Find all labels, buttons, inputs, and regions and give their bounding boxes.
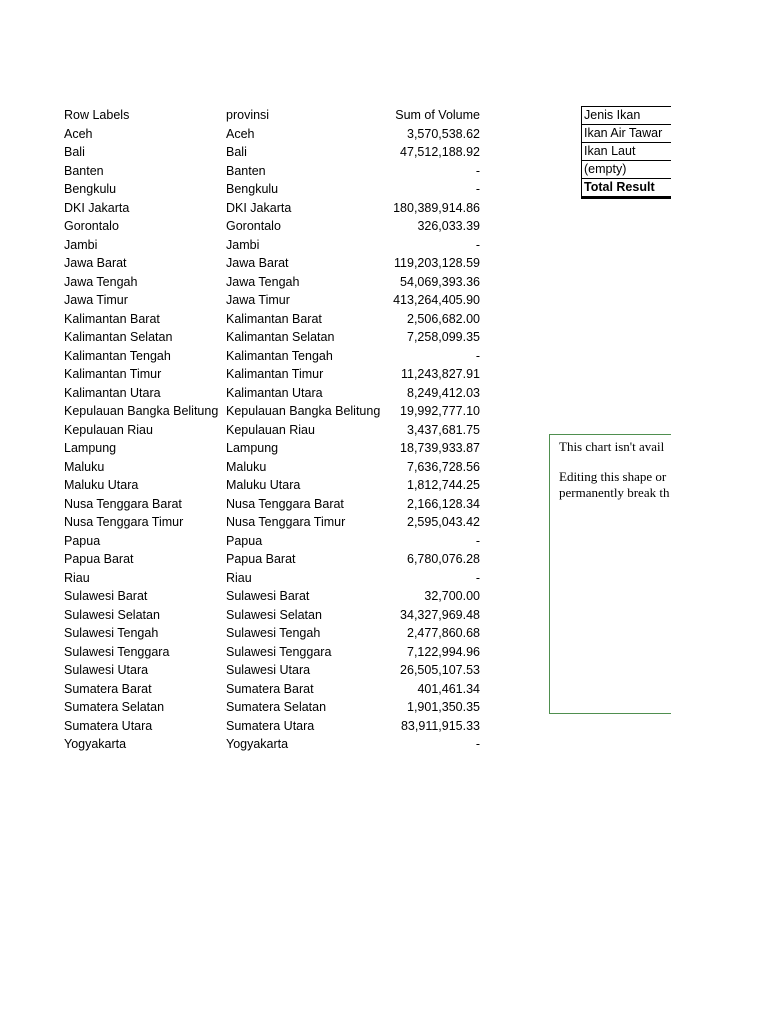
provinsi-cell[interactable]: Riau [226, 570, 252, 585]
row-label[interactable]: Riau [64, 570, 90, 585]
table-row [64, 624, 484, 643]
volume-cell[interactable]: - [475, 533, 480, 548]
row-label[interactable]: Sulawesi Barat [64, 589, 148, 603]
provinsi-cell[interactable]: Lampung [226, 441, 279, 455]
table-row [64, 439, 484, 458]
table-row [64, 476, 484, 495]
table-row [64, 458, 484, 477]
volume-cell[interactable]: 7,636,728.56 [407, 459, 480, 474]
table-row [64, 680, 484, 699]
table-row [64, 735, 484, 754]
row-label[interactable]: Kalimantan Tengah [64, 348, 171, 363]
pivot-table [64, 106, 484, 754]
filter-row [582, 125, 681, 143]
row-label[interactable]: Lampung [64, 441, 117, 455]
provinsi-cell[interactable]: Sumatera Selatan [226, 700, 327, 714]
table-row [64, 569, 484, 588]
provinsi-cell[interactable]: Sumatera Barat [226, 681, 314, 696]
volume-cell[interactable]: 326,033.39 [417, 219, 480, 233]
total-result-cell[interactable]: Total Result [582, 179, 681, 198]
row-label[interactable]: Banten [64, 163, 104, 178]
header-row-labels[interactable]: Row Labels [64, 108, 130, 122]
row-label[interactable]: Sulawesi Utara [64, 663, 149, 677]
table-row [64, 421, 484, 440]
provinsi-cell[interactable]: Jambi [226, 237, 260, 252]
volume-cell[interactable]: - [475, 737, 480, 751]
provinsi-cell[interactable]: Kalimantan Barat [226, 311, 322, 326]
table-row [64, 643, 484, 662]
row-label[interactable]: Kalimantan Barat [64, 311, 160, 326]
table-row [64, 143, 484, 162]
table-row [64, 717, 484, 736]
filter-cell[interactable]: Ikan Laut [582, 143, 681, 161]
volume-cell[interactable]: 6,780,076.28 [407, 552, 480, 566]
filter-row [582, 107, 681, 125]
provinsi-cell[interactable]: Nusa Tenggara Timur [226, 515, 346, 529]
chart-edit-warning-line1: Editing this shape or [559, 469, 667, 484]
provinsi-cell[interactable]: Bali [226, 145, 247, 159]
table-row [64, 199, 484, 218]
table-row [64, 125, 484, 144]
provinsi-cell[interactable]: Nusa Tenggara Barat [226, 496, 344, 511]
filter-cell[interactable]: (empty) [582, 161, 681, 179]
volume-cell[interactable]: 3,437,681.75 [407, 422, 480, 437]
volume-cell[interactable]: 1,812,744.25 [407, 478, 480, 492]
table-row [64, 402, 484, 421]
provinsi-cell[interactable]: Bengkulu [226, 182, 279, 196]
table-row [64, 698, 484, 717]
provinsi-cell[interactable]: Kalimantan Selatan [226, 330, 335, 344]
row-label[interactable]: Sumatera Selatan [64, 700, 165, 714]
provinsi-cell[interactable]: Sulawesi Tenggara [226, 644, 332, 659]
table-row [64, 513, 484, 532]
row-label[interactable]: Kepulauan Bangka Belitung [64, 404, 219, 418]
volume-cell[interactable]: - [475, 182, 480, 196]
volume-cell[interactable]: 26,505,107.53 [400, 663, 480, 677]
row-label[interactable]: Sulawesi Tenggara [64, 644, 170, 659]
row-label[interactable]: Bengkulu [64, 182, 117, 196]
row-label[interactable]: Papua [64, 533, 101, 548]
provinsi-cell[interactable]: Jawa Tengah [226, 274, 300, 289]
provinsi-cell[interactable]: DKI Jakarta [226, 200, 292, 215]
provinsi-cell[interactable]: Maluku [226, 459, 267, 474]
volume-cell[interactable]: 119,203,128.59 [394, 256, 480, 270]
table-row [64, 236, 484, 255]
provinsi-cell[interactable]: Papua [226, 533, 263, 548]
row-label[interactable]: Jawa Tengah [64, 274, 138, 289]
table-row [64, 365, 484, 384]
volume-cell[interactable]: 19,992,777.10 [400, 404, 480, 418]
table-row [64, 661, 484, 680]
row-label[interactable]: Sumatera Utara [64, 718, 153, 733]
table-row [64, 606, 484, 625]
filter-row [582, 161, 681, 179]
volume-cell[interactable]: - [475, 237, 480, 252]
table-row [64, 273, 484, 292]
volume-cell[interactable]: 32,700.00 [424, 589, 480, 603]
row-label[interactable]: Gorontalo [64, 219, 119, 233]
provinsi-cell[interactable]: Sulawesi Tengah [226, 626, 321, 640]
row-label[interactable]: Kepulauan Riau [64, 422, 153, 437]
table-row [64, 254, 484, 273]
row-label[interactable]: Sumatera Barat [64, 681, 152, 696]
row-label[interactable]: Yogyakarta [64, 737, 127, 751]
filter-header-cell[interactable]: Jenis Ikan [582, 107, 681, 125]
provinsi-cell[interactable]: Kepulauan Riau [226, 422, 315, 437]
volume-cell[interactable]: 1,901,350.35 [407, 700, 480, 714]
chart-unavailable-text: This chart isn't avail [559, 439, 665, 454]
volume-cell[interactable]: 2,506,682.00 [407, 311, 480, 326]
provinsi-cell[interactable]: Aceh [226, 126, 255, 141]
volume-cell[interactable]: 11,243,827.91 [400, 367, 480, 381]
volume-cell[interactable]: 3,570,538.62 [407, 126, 480, 141]
chart-edit-warning-line2: permanently break th [559, 485, 670, 500]
jenis-ikan-table [581, 106, 681, 199]
volume-cell[interactable]: 34,327,969.48 [400, 607, 480, 622]
volume-cell[interactable]: 180,389,914.86 [393, 200, 480, 215]
row-label[interactable]: DKI Jakarta [64, 200, 130, 215]
volume-cell[interactable]: 7,258,099.35 [407, 330, 480, 344]
row-label[interactable]: Kalimantan Utara [64, 385, 161, 400]
volume-cell[interactable]: 47,512,188.92 [400, 145, 480, 159]
volume-cell[interactable]: 413,264,405.90 [393, 293, 480, 307]
table-row [64, 162, 484, 181]
volume-cell[interactable]: 18,739,933.87 [400, 441, 480, 455]
pivot-header-row [64, 106, 484, 125]
row-label[interactable]: Kalimantan Selatan [64, 330, 173, 344]
volume-cell[interactable]: 2,595,043.42 [407, 515, 480, 529]
table-row [64, 217, 484, 236]
provinsi-cell[interactable]: Sulawesi Barat [226, 589, 310, 603]
row-label[interactable]: Sulawesi Tengah [64, 626, 159, 640]
provinsi-cell[interactable]: Kalimantan Tengah [226, 348, 333, 363]
table-row [64, 180, 484, 199]
provinsi-cell[interactable]: Papua Barat [226, 552, 296, 566]
row-label[interactable]: Bali [64, 145, 85, 159]
table-row [64, 532, 484, 551]
table-row [64, 328, 484, 347]
row-label[interactable]: Jawa Timur [64, 293, 128, 307]
provinsi-cell[interactable]: Jawa Timur [226, 293, 290, 307]
volume-cell[interactable]: 7,122,994.96 [407, 644, 480, 659]
row-label[interactable]: Nusa Tenggara Timur [64, 515, 184, 529]
table-row [64, 495, 484, 514]
provinsi-cell[interactable]: Sulawesi Selatan [226, 607, 322, 622]
row-label[interactable]: Jambi [64, 237, 98, 252]
pivot-rows [64, 125, 484, 754]
provinsi-cell[interactable]: Sumatera Utara [226, 718, 315, 733]
table-row [64, 384, 484, 403]
row-label[interactable]: Kalimantan Timur [64, 367, 162, 381]
provinsi-cell[interactable]: Yogyakarta [226, 737, 289, 751]
provinsi-cell[interactable]: Kepulauan Bangka Belitung [226, 404, 381, 418]
provinsi-cell[interactable]: Kalimantan Timur [226, 367, 324, 381]
row-label[interactable]: Sulawesi Selatan [64, 607, 160, 622]
row-label[interactable]: Papua Barat [64, 552, 134, 566]
volume-cell[interactable]: 83,911,915.33 [400, 718, 480, 733]
volume-cell[interactable]: 401,461.34 [417, 681, 480, 696]
row-label[interactable]: Maluku [64, 459, 105, 474]
provinsi-cell[interactable]: Sulawesi Utara [226, 663, 311, 677]
provinsi-cell[interactable]: Kalimantan Utara [226, 385, 323, 400]
volume-cell[interactable]: - [475, 163, 480, 178]
row-label[interactable]: Jawa Barat [64, 256, 127, 270]
page-clip-edge [671, 0, 768, 1024]
volume-cell[interactable]: 2,166,128.34 [407, 496, 480, 511]
provinsi-cell[interactable]: Maluku Utara [226, 478, 301, 492]
filter-row [582, 143, 681, 161]
table-row [64, 310, 484, 329]
table-row [64, 291, 484, 310]
header-sum-of-volume[interactable]: Sum of Volume [395, 108, 480, 122]
row-label[interactable]: Maluku Utara [64, 478, 139, 492]
volume-cell[interactable]: 54,069,393.36 [400, 274, 480, 289]
volume-cell[interactable]: - [475, 570, 480, 585]
provinsi-cell[interactable]: Gorontalo [226, 219, 281, 233]
table-row [64, 347, 484, 366]
table-row [64, 550, 484, 569]
filter-total-row [582, 179, 681, 198]
volume-cell[interactable]: 8,249,412.03 [407, 385, 480, 400]
provinsi-cell[interactable]: Jawa Barat [226, 256, 289, 270]
provinsi-cell[interactable]: Banten [226, 163, 266, 178]
volume-cell[interactable]: 2,477,860.68 [407, 626, 480, 640]
filter-cell[interactable]: Ikan Air Tawar [582, 125, 681, 143]
row-label[interactable]: Aceh [64, 126, 93, 141]
table-row [64, 587, 484, 606]
header-provinsi[interactable]: provinsi [226, 108, 270, 122]
row-label[interactable]: Nusa Tenggara Barat [64, 496, 182, 511]
volume-cell[interactable]: - [475, 348, 480, 363]
